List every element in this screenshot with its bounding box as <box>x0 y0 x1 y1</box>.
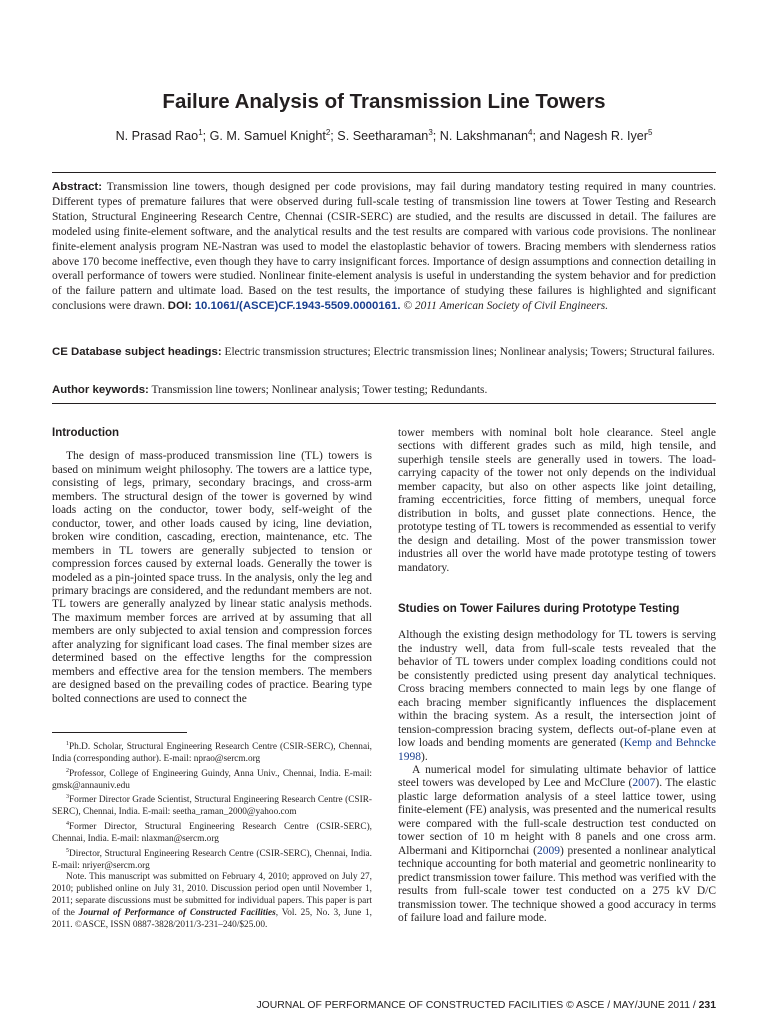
abstract-label: Abstract: <box>52 181 103 193</box>
author: N. Prasad Rao$^1$; <box>115 128 210 144</box>
studies-paragraph-1: Although the existing design methodology for TL towers is serving the industry well, data from full-scale tests revealed that the behavior of TL towers under complex loading conditions could not be consistently predicted using present day analytical techniques. Cross bracing members connected to main legs by one flange of each bracing member significantly influences the displacement within the bracing system. As a result, the intersection joint of tension-compression bracing system, deflects out-of-plane even at low loads and bending moments are generated (Kemp and Behncke 1998). <box>398 629 716 763</box>
footnote: $^5$Director, Structural Engineering Research Centre (CSIR-SERC), Chennai, India. E-mail: nriyer@sercm.org <box>52 847 372 871</box>
subject-headings-text: Electric transmission structures; Electric transmission lines; Nonlinear analysis; Towers; Structural failures. <box>224 346 715 358</box>
paper-title: Failure Analysis of Transmission Line Towers <box>162 90 606 113</box>
citation-link[interactable]: 2007 <box>632 777 656 790</box>
journal-footer-text: JOURNAL OF PERFORMANCE OF CONSTRUCTED FACILITIES © ASCE / MAY/JUNE 2011 / <box>256 1000 699 1011</box>
subject-headings-label: CE Database subject headings: <box>52 346 222 358</box>
footnote: $^4$Former Director, Structural Engineering Research Centre (CSIR-SERC), Chennai, India. E-mail: nlaxman@sercm.org <box>52 821 372 844</box>
doi-label: DOI: <box>167 300 192 313</box>
copyright: © 2011 American Society of Civil Engineers. <box>403 300 609 313</box>
author: N. Lakshmanan$^4$; and <box>439 128 564 144</box>
section-heading-studies: Studies on Tower Failures during Prototype Testing <box>398 602 680 615</box>
citation-link[interactable]: Kemp and Behncke 1998 <box>398 737 716 763</box>
footnotes <box>52 739 372 931</box>
section-heading-introduction: Introduction <box>52 427 120 439</box>
author: G. M. Samuel Knight$^2$; <box>209 128 338 144</box>
citation-link[interactable]: 2009 <box>536 844 560 857</box>
left-column <box>52 427 372 706</box>
abstract-top-rule <box>52 172 716 173</box>
abstract <box>52 180 716 314</box>
footnote: $^3$Former Director Grade Scientist, Structural Engineering Research Centre (CSIR-SERC), Chennai, India. E-mail: seetha_raman_2000@yahoo.com <box>52 794 372 818</box>
footnote-rule <box>52 732 187 733</box>
author-keywords-text: Transmission line towers; Nonlinear analysis; Tower testing; Redundants. <box>151 384 488 396</box>
author-list <box>0 128 768 143</box>
doi-link[interactable]: 10.1061/(ASCE)CF.1943-5509.0000161. <box>194 300 401 313</box>
subject-headings <box>52 345 716 360</box>
author: S. Seetharaman$^3$; <box>337 128 440 144</box>
manuscript-note: Note. This manuscript was submitted on February 4, 2010; approved on July 27, 2010; published online on July 31, 2010. Discussion period open until November 1, 2011; separate discussions must be submitted for individual papers. This paper is part of the Journal of Performance of Constructed Facilities, Vol. 25, No. 3, June 1, 2011. ©ASCE, ISSN 0887-3828/2011/3-231–240/$25.00. <box>52 872 372 930</box>
studies-paragraph-2: A numerical model for simulating ultimate behavior of lattice steel towers was developed by Lee and McClure (2007). The elastic plastic large deformation analysis of a steel lattice tower, using finite-element (FE) analysis, was presented and the numerical results were compared with the full-scale destruction test conducted on tower section of 10 m height with 8 panels and one cross arm. Albermani and Kitipornchai (2009) presented a nonlinear analytical technique accounting for both material and geometric nonlinearity to predict transmission tower failure. This method was verified with the results from full-scale tower test conducted on a 275 kV D/C transmission tower. The technique showed a good accuracy in terms of failure load and failure mode. <box>398 763 717 924</box>
footnote: $^2$Professor, College of Engineering Guindy, Anna Univ., Chennai, India. E-mail: gmsk@annauniv.edu <box>52 767 372 791</box>
footnote: $^1$Ph.D. Scholar, Structural Engineering Research Centre (CSIR-SERC), Chennai, India (corresponding author). E-mail: nprao@sercm.org <box>52 741 372 764</box>
intro-paragraph-1: The design of mass-produced transmission line (TL) towers is based on minimum weight philosophy. The towers are a lattice type, consisting of legs, primary, secondary bracings, and cross-arm members. The structural design of the tower is governed by wind loads acting on the conductor, tower body, self-weight of the conductor, tower, and other loads caused by icing, line deviation, broken wire condition, cascading, erection, maintenance, etc. The members in TL towers are generally subjected to tension or compression forces caused by external loads. Generally the tower is modeled as a pin-jointed space truss. In the analysis, only the leg and primary bracings are considered, and the redundant members are not. TL towers are generally analyzed by linear static analysis methods. The maximum member forces are arrived at by assuming that all members are only subjected to axial tension and compression forces after analyzing for significant load cases. The final member sizes are determined based on the effective lengths for the compression members and effective area for the tension members. The members are designed based on the prevailing codes of practice. Bearing type bolted connections are used to connect the <box>52 450 372 705</box>
author: Nagesh R. Iyer$^5$ <box>563 128 653 144</box>
page-number: 231 <box>698 1000 716 1011</box>
abstract-bottom-rule <box>52 403 716 404</box>
abstract-text: Transmission line towers, though designed per code provisions, may fail during mandatory testing required in many countries. Different types of premature failures that were observed during full-scale testing of transmission line towers at Tower Testing and Research Station, Structural Engineering Research Centre, Chennai (CSIR-SERC) are studied, and the results are discussed in detail. The failures are modeled using finite-element software, and the analytical results and the test results are compared with various code provisions. The nonlinear finite-element analysis program NE-Nastran was used to model the elastoplastic behavior of towers. Bracing members with slenderness ratios above 170 become ineffective, even though they have to carry insignificant forces. Importance of design assumptions and connection detailing in overall performance of towers were studied. Nonlinear finite-element analysis is useful in understanding the system behavior and for prediction of the failure pattern and ultimate load. Based on the test results, the importance of studying these failures is highlighted and significant conclusions were drawn. <box>52 181 716 313</box>
author-keywords-label: Author keywords: <box>52 384 149 396</box>
page-footer <box>256 1000 716 1011</box>
author-keywords <box>52 383 716 398</box>
right-column <box>398 427 716 925</box>
intro-paragraph-2: tower members with nominal bolt hole clearance. Steel angle sections with different grades such as mild, high tensile, and superhigh tensile steels are generally used in towers. The load-carrying capacity of the tower not only depends on the individual member capacity, but also on other aspects like joint detailing, framing eccentricities, force fitting of members, unequal force distribution in bolts, and gusset plate connections. Hence, the prototype testing of TL towers is recommended as essential to verify the design and detailing. Most of the power transmission tower industries all over the world have made prototype testing of towers mandatory. <box>398 427 716 574</box>
